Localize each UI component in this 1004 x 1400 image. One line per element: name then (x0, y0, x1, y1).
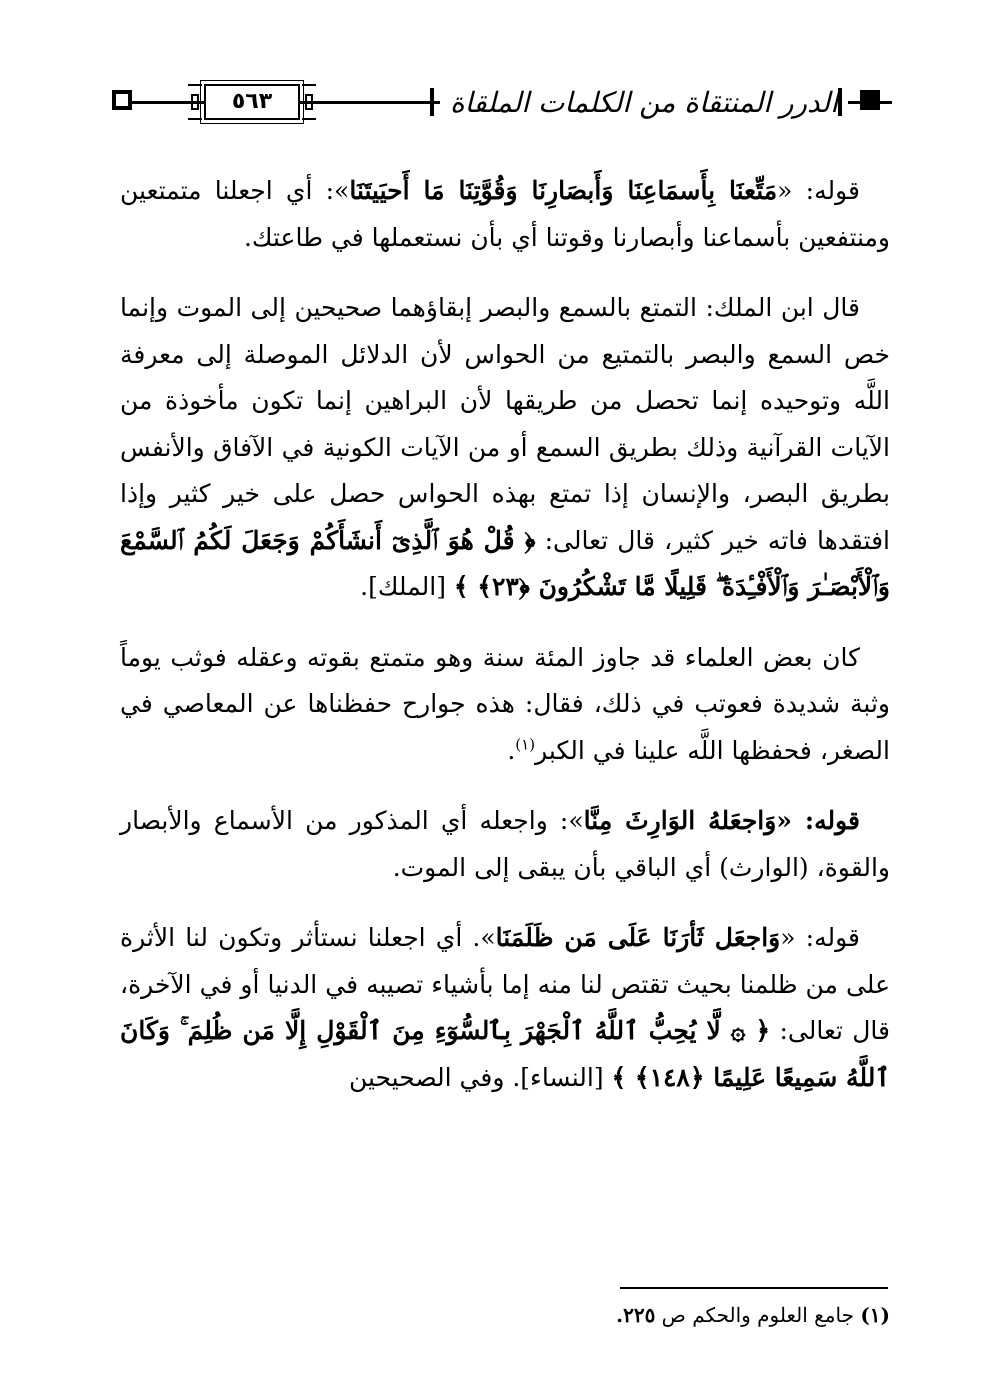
text-run: »: واجعله أي المذكور من الأسماع والأبصار والقوة، (الوارث) أي الباقي بأن يبقى إلى الموت. (120, 806, 890, 882)
running-header (112, 78, 892, 128)
paragraph (120, 168, 890, 261)
paragraph (120, 635, 890, 775)
text-run: ». أي اجعلنا نستأثر وتكون لنا الأثرة على من ظلمنا بحيث تقتص لنا منه إما بأشياء تصيبه في الدنيا أو في الآخرة، قال تعالى: (120, 923, 891, 1045)
footnote-rule (620, 1287, 888, 1289)
footnote-marker[interactable]: (١) (515, 735, 536, 754)
footnote-page-ref: ٢٢٥. (616, 1303, 656, 1327)
surah-reference: [الملك]. (360, 572, 454, 601)
surah-reference: [النساء]. وفي الصحيحين (348, 1062, 612, 1092)
paragraph (120, 798, 890, 891)
footnote-number: (١) (860, 1303, 890, 1327)
text-run: »: أي اجعلنا متمتعين ومنتفعين بأسماعنا وأبصارنا وقوتنا أي بأن نستعملها في طاعتك. (120, 176, 890, 252)
hadith-phrase: وَاجعَل ثَأرَنَا عَلَى مَن ظَلَمَنَا (495, 923, 781, 952)
text-run: قوله: « (776, 806, 860, 835)
paragraph (120, 285, 890, 611)
quran-verse: ﴿ قُلْ هُوَ ٱلَّذِىٓ أَنشَأَكُمْ وَجَعَلَ لَكُمُ ٱلسَّمْعَ وَٱلْأَبْصَـٰرَ وَٱلْأَفْـِٔدَةَ ۖ قَلِيلًا مَّا تَشْكُرُونَ ﴿٢٣﴾ ﴾ (120, 525, 890, 601)
page-body (120, 168, 890, 1125)
header-left-square (112, 90, 132, 110)
text-run: قوله: « (777, 176, 860, 205)
header-divider (430, 88, 434, 116)
footnote-text: جامع العلوم والحكم ص (655, 1303, 854, 1327)
text-run: كان بعض العلماء قد جاوز المئة سنة وهو متمتع بقوته وعقله فوثب يوماً وثبة شديدة فعوتب في ذلك، فقال: هذه جوارح حفظناها عن المعاصي في الصغر، فحفظها اللَّه علينا في الكبر (120, 642, 890, 765)
footnote (120, 1300, 890, 1330)
quran-verse: ﴿ ۞ لَّا يُحِبُّ ٱللَّهُ ٱلْجَهْرَ بِٱلسُّوٓءِ مِنَ ٱلْقَوْلِ إِلَّا مَن ظُلِمَ ۚ وَكَانَ ٱللَّهُ سَمِيعًا عَلِيمًا ﴿١٤٨﴾ ﴾ (120, 1016, 890, 1092)
page-number: ٥٦٣ (204, 84, 300, 120)
header-ornament-right (302, 84, 316, 120)
header-divider-right (838, 88, 842, 116)
book-title: الدرر المنتقاة من الكلمات الملقاة (440, 78, 848, 128)
hadith-phrase: مَتِّعنَا بِأَسمَاعِنَا وَأَبصَارِنَا وَقُوَّتِنَا مَا أَحيَيتَنَا (349, 176, 778, 205)
text-run: . (507, 735, 516, 765)
hadith-phrase: وَاجعَلهُ الوَارِثَ مِنَّا (583, 806, 777, 835)
paragraph (120, 915, 890, 1101)
text-run: قال ابن الملك: التمتع بالسمع والبصر إبقاؤهما صحيحين إلى الموت وإنما خص السمع والبصر بالتمتيع من الحواس لأن الدلائل الموصلة إلى معرفة اللَّه وتوحيده إنما تحصل من طريقها لأن البراهين إنما تكون مأخوذة من الآيات القرآنية وذلك بطريق السمع أو من الآيات الكونية في الآفاق والأنفس بطريق البصر، والإنسان إذا تمتع بهذه الحواس حصل على خير كثير وإذا افتقدها فاته خير كثير، قال تعالى: (120, 293, 890, 555)
header-ornament-left (188, 84, 202, 120)
text-run: قوله: « (780, 923, 860, 952)
header-right-square (860, 90, 880, 110)
